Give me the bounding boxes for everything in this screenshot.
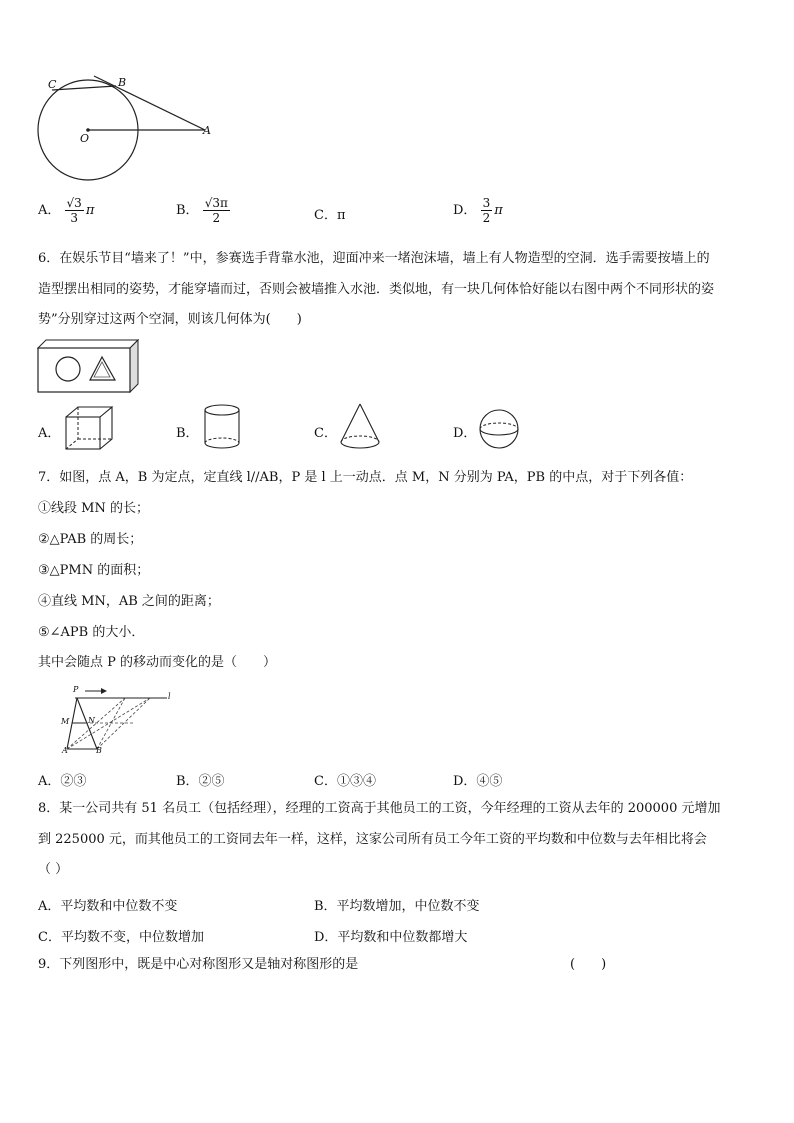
q8-line-1: 8．某一公司共有 51 名员工（包括经理），经理的工资高于其他员工的工资，今年经理的工资从去年的 200000 元增加 (38, 801, 721, 816)
label-b: B (96, 746, 102, 755)
q5-option-c[interactable]: C．π (314, 208, 346, 223)
q6-option-c[interactable]: C． (314, 426, 337, 441)
label-p: P (73, 685, 79, 694)
label-m: M (61, 717, 70, 726)
q7-item-5: ⑤∠APB 的大小． (38, 625, 145, 640)
q7-option-b[interactable]: B．②⑤ (176, 774, 225, 789)
fraction: $\frac{√3}{3}$ (66, 196, 82, 225)
q7-triangle-figure (55, 687, 175, 757)
label-a: A (62, 746, 68, 755)
q8-option-a[interactable]: A．平均数和中位数不变 (38, 899, 178, 914)
q6-option-b[interactable]: B． (176, 426, 199, 441)
label-l: l (168, 692, 171, 701)
q6-line-3: 势”分别穿过这两个空洞，则该几何体为( ) (38, 312, 302, 327)
q8-option-d[interactable]: D．平均数和中位数都增大 (314, 930, 468, 945)
fraction: $\frac{3}{2}$ (482, 196, 491, 225)
cylinder-icon (202, 403, 244, 451)
q7-line-1: 7．如图，点 A，B 为定点，定直线 l//AB，P 是 l 上一动点．点 M，N 分别为 PA，PB 的中点，对于下列各值： (38, 470, 693, 485)
q5-option-d[interactable]: D． $\frac{3}{2}$ π (453, 196, 503, 225)
q5-circle-figure (30, 70, 220, 205)
q9-text: 9．下列图形中，既是中心对称图形又是轴对称图形的是 (38, 957, 359, 972)
cube-icon (64, 405, 116, 451)
sphere-icon (478, 408, 522, 452)
cone-icon (338, 402, 384, 452)
tangent-ba (94, 76, 205, 130)
q6-option-a[interactable]: A． (38, 426, 61, 441)
q5-option-a[interactable]: A． $\frac{√3}{3}$ π (38, 196, 95, 225)
q6-wall-figure (38, 340, 140, 395)
arrow-head (101, 688, 107, 694)
q7-item-1: ①线段 MN 的长； (38, 501, 149, 516)
q7-item-4: ④直线 MN，AB 之间的距离； (38, 594, 220, 609)
q7-option-a[interactable]: A．②③ (38, 774, 87, 789)
q7-option-d[interactable]: D．④⑤ (453, 774, 503, 789)
q8-line-3: （ ） (38, 862, 69, 877)
label-c: C (48, 78, 57, 91)
q9-answer-paren: ( ) (570, 957, 607, 972)
q7-item-2: ②△PAB 的周长； (38, 532, 143, 547)
q8-option-b[interactable]: B．平均数增加，中位数不变 (314, 899, 480, 914)
q5-option-b[interactable]: B． $\frac{√3\pi}{2}$ (176, 196, 228, 225)
q7-item-3: ③△PMN 的面积； (38, 563, 150, 578)
label-a: A (203, 124, 211, 137)
q7-option-c[interactable]: C．①③④ (314, 774, 376, 789)
fraction: $\frac{√3\pi}{2}$ (204, 196, 228, 225)
q6-option-d[interactable]: D． (453, 426, 477, 441)
circle-hole (56, 357, 80, 381)
q8-option-c[interactable]: C．平均数不变，中位数增加 (38, 930, 204, 945)
q8-line-2: 到 225000 元，而其他员工的工资同去年一样，这样，这家公司所有员工今年工资的平均数和中位数与去年相比将会 (38, 832, 707, 847)
label-n: N (88, 716, 95, 725)
label-o: O (80, 132, 90, 145)
label-b: B (118, 76, 127, 89)
q6-line-1: 6．在娱乐节目“墙来了！”中，参赛选手背靠水池，迎面冲来一堵泡沫墙，墙上有人物造型的空洞．选手需要按墙上的 (38, 251, 710, 266)
q7-question: 其中会随点 P 的移动而变化的是（ ） (38, 655, 277, 670)
q6-line-2: 造型摆出相同的姿势，才能穿墙而过，否则会被墙推入水池．类似地，有一块几何体恰好能以右图中两个不同形状的姿 (38, 282, 715, 297)
